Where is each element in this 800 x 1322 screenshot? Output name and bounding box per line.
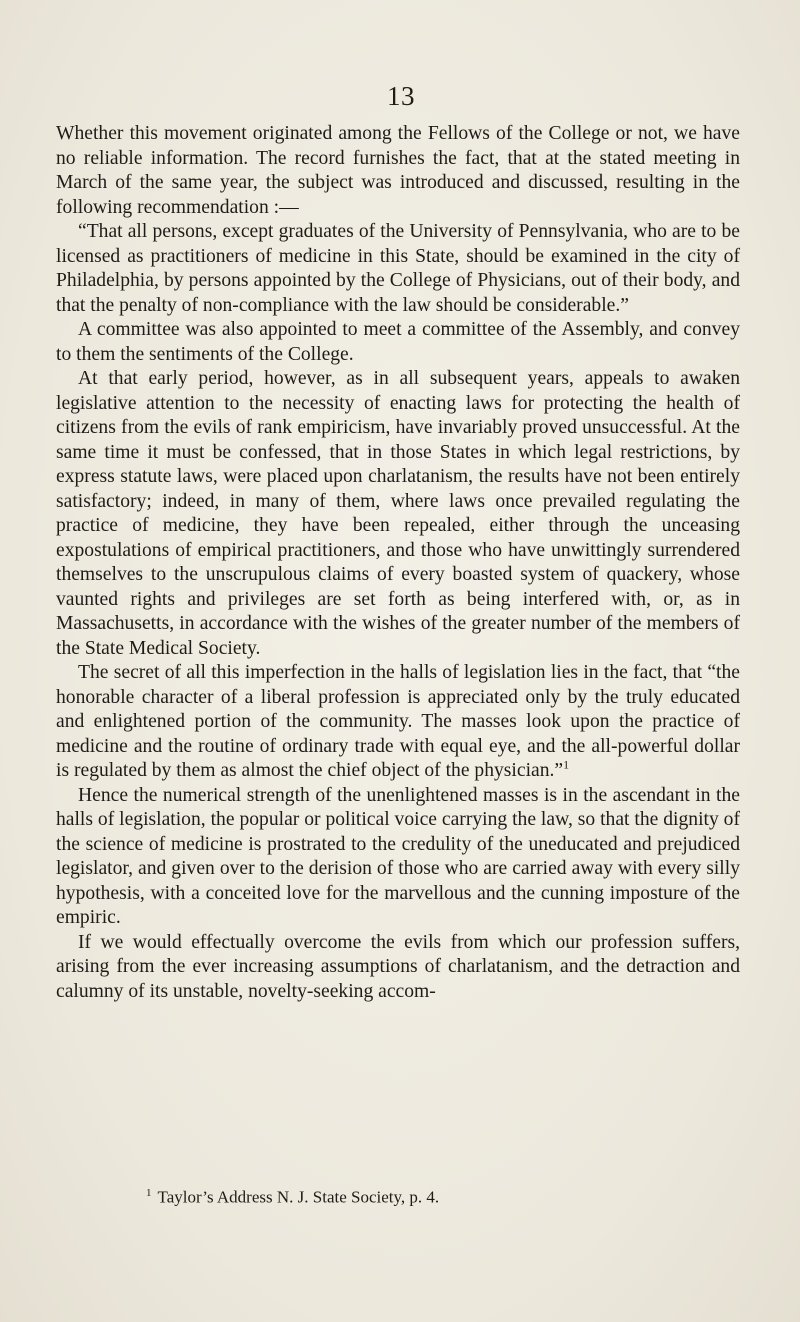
quoted-recommendation: “That all persons, except graduates of the University of Pennsylvania, who are to be licensed as practitioners of medicine in this State, should be examined in the city of Philadelphia, by persons appointed by the College of Physicians, out of their body, and that the penalty of non-compliance with the law should be considerable.” <box>56 221 740 316</box>
paragraph <box>56 661 740 784</box>
body-text <box>56 122 740 1004</box>
page-number: 13 <box>387 81 415 111</box>
footnote-number: 1 <box>146 1187 152 1199</box>
footnote-reference: 1 <box>563 757 570 772</box>
paragraph: Hence the numerical strength of the unenlightened masses is in the ascendant in the halls of legislation, the popular or political voice carrying the law, so that the dignity of the science of medicine is prostrated to the credulity of the uneducated and prejudiced legislator, and given over to the derision of those who are carried away with every silly hypothesis, with a conceited love for the marvellous and the cunning imposture of the empiric. <box>56 784 740 928</box>
paragraph: Whether this movement originated among the Fellows of the College or not, we have no reliable information. The record furnishes the fact, that at the stated meeting in March of the same year, the subject was introduced and discussed, resulting in the following recommendation :— <box>56 123 740 218</box>
paragraph: If we would effectually overcome the evils from which our profession suffers, arising from the ever increasing assumptions of charlatanism, and the detraction and calumny of its unstable, novelty-seeking accom- <box>56 931 740 1002</box>
paragraph: A committee was also appointed to meet a committee of the Assembly, and convey to them the sentiments of the College. <box>56 319 740 365</box>
paragraph: At that early period, however, as in all subsequent years, appeals to awaken legislative attention to the necessity of enacting laws for protecting the health of citizens from the evils of rank empiricism, have invariably proved unsuccessful. At the same time it must be confessed, that in those States in which legal restrictions, by express statute laws, were placed upon charlatanism, the results have not been entirely satisfactory; indeed, in many of them, where laws once prevailed regulating the practice of medicine, they have been repealed, either through the unceasing expostulations of empirical practitioners, and those who have unwittingly surrendered themselves to the unscrupulous claims of every boasted system of quackery, whose vaunted rights and privileges are set forth as being interfered with, or, as in Massachusetts, in accordance with the wishes of the greater number of the members of the State Medical Society. <box>56 368 740 659</box>
paragraph-text: The secret of all this imperfection in the halls of legislation lies in the fact, that “the honorable character of a liberal profession is appreciated only by the truly educated and enlightened portion of the community. The masses look upon the practice of medicine and the routine of ordinary trade with equal eye, and the all-powerful dollar is regulated by them as almost the chief object of the physician.” <box>56 662 740 781</box>
footnote <box>146 1183 439 1208</box>
footnote-text: Taylor’s Address N. J. State Society, p. 4. <box>157 1187 440 1207</box>
